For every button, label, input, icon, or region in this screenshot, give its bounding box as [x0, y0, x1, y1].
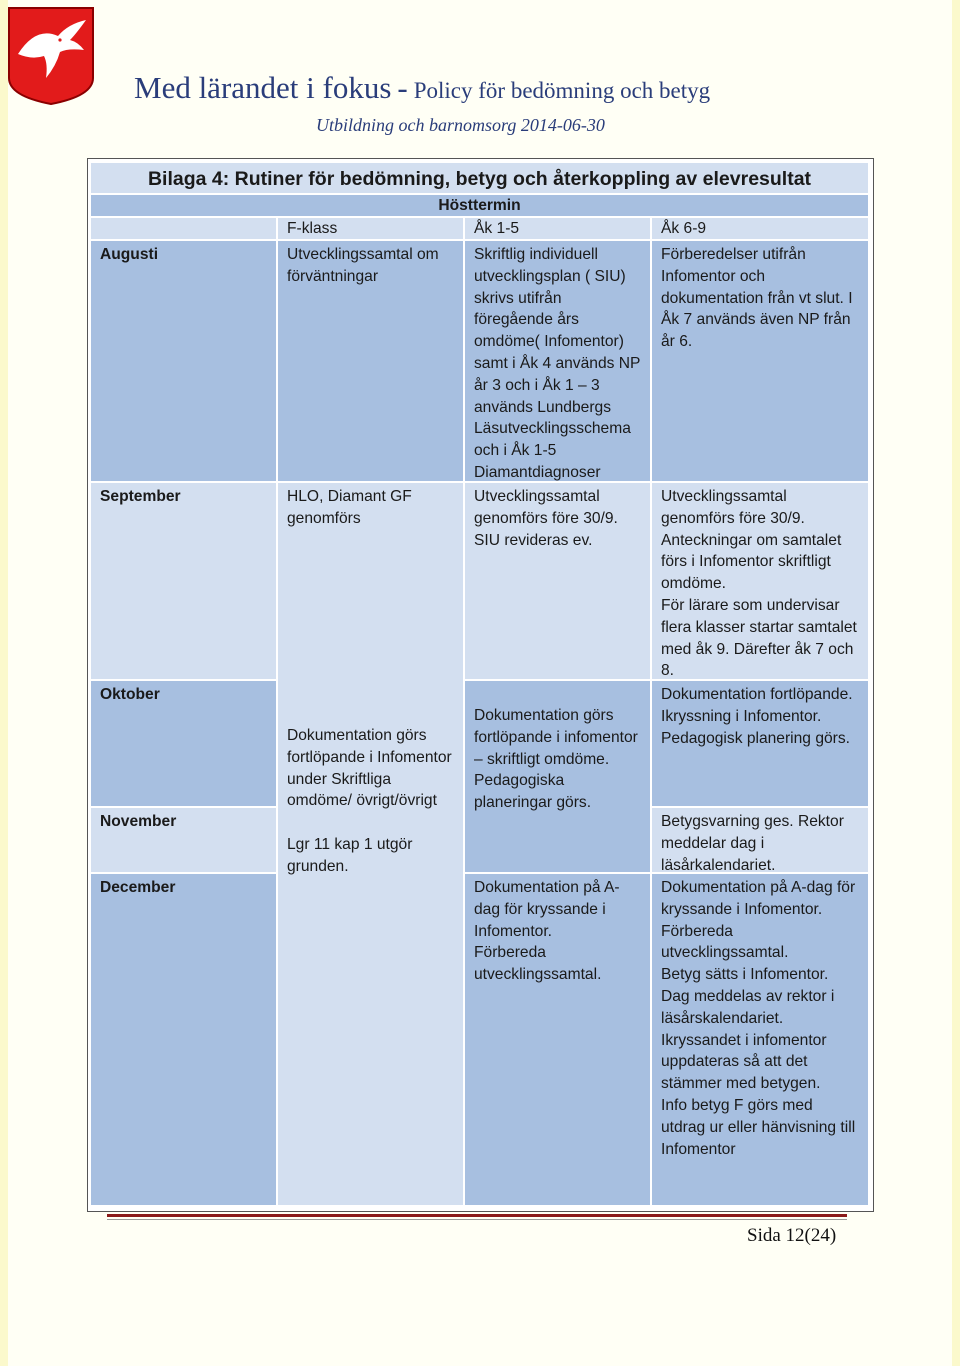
- title-separator: -: [397, 70, 408, 105]
- column-header-6-9: Åk 6-9: [652, 218, 868, 239]
- table-caption: Bilaga 4: Rutiner för bedömning, betyg och återkoppling av elevresultat: [91, 163, 868, 193]
- document-byline: Utbildning och barnomsorg 2014-06-30: [316, 115, 605, 135]
- cell-nov-6-9: Betygsvarning ges. Rektor meddelar dag i läsårkalendariet.: [652, 808, 868, 872]
- cell-okt-nov-1-5: Dokumentation görs fortlöpande i infomentor – skriftligt omdöme. Pedagogiska planeringar görs.: [465, 681, 650, 872]
- column-header-f: F-klass: [278, 218, 463, 239]
- cell-dec-6-9: Dokumentation på A-dag för kryssande i Infomentor. Förbereda utvecklingssamtal. Betyg sätts i Infomentor. Dag meddelas av rektor i läsårskalendariet. Ikryssandet i infomentor uppdateras så att det stämmer med betygen. Info betyg F görs med utdrag ur eller hänvisning till Infomentor: [652, 874, 868, 1205]
- routine-table: [91, 163, 868, 1205]
- month-december: December: [91, 874, 276, 1205]
- cell-okt-dec-f: Dokumentation görs fortlöpande i Infomentor under Skriftliga omdöme/ övrigt/övrigt Lgr 11 kap 1 utgör grunden.: [287, 727, 452, 875]
- month-oktober: Oktober: [91, 681, 276, 806]
- table-frame: [87, 158, 874, 1212]
- column-header-1-5: Åk 1-5: [465, 218, 650, 239]
- cell-aug-1-5: Skriftlig individuell utvecklingsplan ( SIU) skrivs utifrån föregående års omdöme( Infomentor) samt i Åk 4 används NP år 3 och i Åk 1 – 3 används Lundbergs Läsutvecklingsschema och i Åk 1-5 Diamantdiagnoser: [465, 241, 650, 481]
- footer-rule: [107, 1214, 847, 1217]
- cell-dec-1-5: Dokumentation på A-dag för kryssande i Infomentor. Förbereda utvecklingssamtal.: [465, 874, 650, 1205]
- page-stripe-right: [952, 0, 960, 1366]
- cell-okt-6-9: Dokumentation fortlöpande. Ikryssning i Infomentor. Pedagogisk planering görs.: [652, 681, 868, 806]
- month-november: November: [91, 808, 276, 872]
- title-main: Med lärandet i fokus: [134, 70, 392, 105]
- page-number: Sida 12(24): [747, 1225, 837, 1246]
- cell-sep-f: HLO, Diamant GF genomförs: [278, 483, 463, 1205]
- title-subtitle: Policy för bedömning och betyg: [413, 78, 711, 103]
- month-augusti: Augusti: [91, 241, 276, 481]
- cell-sep-6-9: Utvecklingssamtal genomförs före 30/9. Anteckningar om samtalet förs i Infomentor skriftligt omdöme. För lärare som undervisar flera klasser startar samtalet med åk 9. Därefter åk 7 och 8.: [652, 483, 868, 679]
- document-title: [134, 70, 710, 106]
- header-empty-cell: [91, 218, 276, 239]
- cell-sep-1-5: Utvecklingssamtal genomförs före 30/9. SIU revideras ev.: [465, 483, 650, 679]
- cell-aug-6-9: Förberedelser utifrån Infomentor och dokumentation från vt slut. I Åk 7 används även NP från år 6.: [652, 241, 868, 481]
- cell-aug-f: Utvecklingssamtal om förväntningar: [278, 241, 463, 481]
- page-stripe-left: [0, 0, 8, 1366]
- month-september: September: [91, 483, 276, 679]
- kite-logo: [6, 6, 96, 106]
- footer-rule-thin: [107, 1219, 847, 1220]
- term-header: Hösttermin: [91, 195, 868, 216]
